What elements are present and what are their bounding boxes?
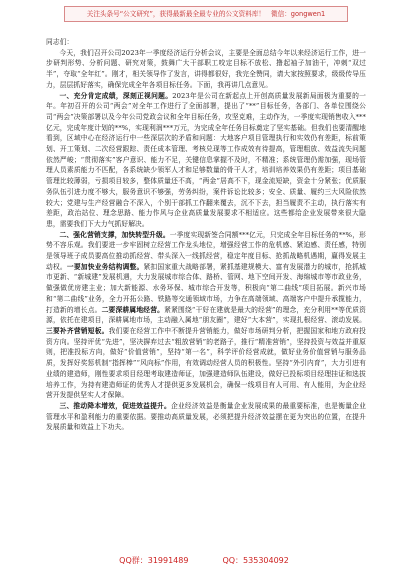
section-2-sub3-heading: 三要补齐营销短板。 [46, 326, 109, 335]
banner-promo-text: 关注头条号“公文研究”，获得最新最全最专业的公文资料库！ [86, 10, 266, 18]
section-2-body: 一季度实现新签合同额***亿元，只完成全年目标任务的**%，形势不容乐观。我们要进一步牢固树立经营工作龙头地位，增强经营工作的危机感、紧迫感、责任感，特别是领导班子成员要高位推动抓经营、带头深入一线抓经营，稳定年度目标、抢抓战略机遇期，赢得发展主动权。 [46, 230, 366, 271]
source-banner [64, 6, 348, 22]
salutation: 同志们： [46, 38, 74, 46]
footer-qq-group: QQ群：31991489 [119, 556, 189, 565]
section-1-heading: 一、充分肯定成绩，深刻正视问题。 [59, 91, 173, 100]
section-2-sub1-body: 紧扣国家重大战略部署，紧抓基建规模大、富有发展潜力的城市，抢抓城市更新、“新城建”发展机遇，大力发展城市综合体、路桥、管网、地下空间开发、海绵城市等市政业务，做强做优房建主业；加大新能源、水务环保、城市综合开发等，积极向“第二曲线”项目拓展。新兴市场和“第二曲线”业务，全力开拓公路、铁路等交通领域市场，力争在高端领域、高端客户中提升承揽能力，打造新的增长点。 [46, 262, 366, 314]
contact-footer [0, 554, 408, 568]
footer-qq-number: QQ：535304092 [222, 556, 289, 565]
section-1-paragraph [46, 91, 366, 230]
section-2-sub1-heading: 一要加快业务结构调整。 [66, 262, 144, 271]
section-3-body: 企业经济效益是衡量企业发展成果的最重要标准，也是衡量企业管理水平和盈利能力的重要依据。要推动高质量发展，必须把提升经济效益摆在更为突出的位置，在提升发展质量和效益上下功夫。 [46, 401, 366, 432]
section-3-paragraph [46, 401, 366, 433]
section-2-paragraph [46, 230, 366, 401]
document-body [46, 37, 366, 549]
banner-wechat-text: 微信：gongwen1 [271, 10, 326, 18]
section-1-body: 2023年是公司在新起点上开创高质量发展新局面极为重要的一年。年初召开的公司“两会”对全年工作进行了全面部署，提出了“**”目标任务，各部门、各单位围绕公司“两会”决策部署以及今年公司党政会议和全年目标任务，攻坚克难，主动作为，一季度实现销售收入***亿元，完成年度计划的**%，实现利润***万元，为完成全年任务目标奠定了坚实基础。但我们也要清醒地看到，区域中心在经济运行中一些深层次的矛盾和问题：大地客户项目管理执行和实效仍有差距，标前策划、开工策划、二次经营跟踪、责任成本管理、考核兑现等工作成效有待提高，管理粗放、效益流失问题依然严峻；“贯彻落实”客户意识、能力不足，关键信息掌握不及时，不精准；系统管理仍需加强，现场管理人员素质能力不匹配，各系统缺少领军人才和足够数量的骨干人才，培训培养效果仍有差距；项目基础管理比较薄弱，亏损项目较多，整体质量还不高，“两金”居高不下，现金流短缺，资金十分紧张；优质服务队伍引进力度不够大，服务意识不够强，劳务纠纷，案件诉讼比较多；安全、质量、履约三大风险依然较大；党建与生产经营融合不深入，个别干部抓工作翻来覆去，沉不下去，担当履责不主动，执行落实有差距，政治站位、理念思路、能力作风与企业高质量发展要求不相适应。这些都给企业发展带来很大隐患，需要我们下大力气抓好解决。 [46, 91, 366, 228]
section-2-sub2-body: 紧紧围绕“干好在建就是最大的经营”的理念，充分利用**等优质资源，依托在建项目，深耕属地市场，主动融入属地“朋友圈”，建好“大本营”，实现扎根经营、滚动发展。 [46, 305, 366, 325]
section-2-heading: 二、强化营销支撑，加快转型升级。 [59, 230, 170, 239]
section-3-heading: 三、推动降本增效，促进效益提升。 [59, 401, 171, 410]
opening-paragraph: 今天，我们召开公司2023年一季度经济运行分析会议，主要是全面总结今年以来经济运行工作，进一步研判形势、分析问题、研究对策，鼓舞广大干部职工咬定目标不放松、撸起袖子加油干，冲刺“双过半”，夺取“全年红”。刚才，相关领导作了发言，讲得都很好，我完全赞同，请大家按照要求，级级传导压力，层层抓好落实，确保完成全年各项目标任务。下面，我再讲几点意见。 [46, 48, 366, 89]
section-2-sub2-heading: 二要深耕属地经营。 [101, 305, 165, 314]
section-2-sub3-body: 我们要在经营工作中不断提升营销能力，做好市场研判分析，把握国家和地方政府投资方向。坚持评优“先进”，坚决摒弃过去“粗放营销”的老路子，推行“精准营销”，坚持投资与效益并重原则，把准投标方向，做好“价值营销”，坚持“第一名”，科学评价经营成就，做好业务价值营销与服务品质，发挥好奖惩机制“指挥棒”“风向标”作用，有效调动经营人员的积极性。坚持“外引内育”，大力引进有业绩的建造师，刚性要求项目经理考取建造师证，加强建造师队伍建设，做好已投标项目经理挂证和选拔培养工作，为持有建造师证的优秀人才提供更多发展机会，确保一线项目有人可用、有人能用，为企业经营开发提供坚实人才保障。 [46, 326, 366, 400]
